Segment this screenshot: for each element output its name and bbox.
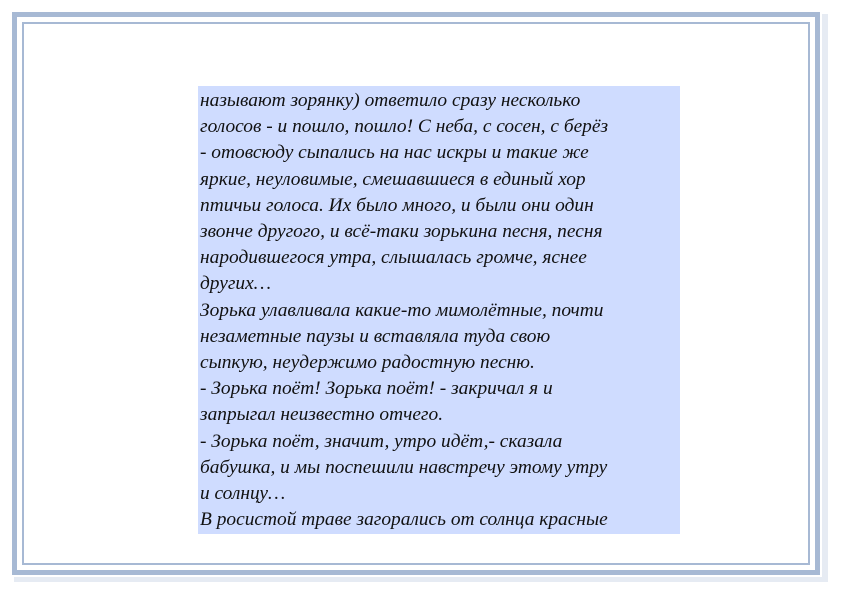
text-line: звонче другого, и всё-таки зорькина песня, песня <box>200 221 603 243</box>
story-text-block <box>198 86 680 534</box>
text-line: других… <box>200 273 271 295</box>
text-line: В росистой траве загорались от солнца красные <box>200 509 608 531</box>
text-line: называют зорянку) ответило сразу несколько <box>200 90 581 111</box>
text-line: народившегося утра, слышалась громче, яснее <box>200 247 587 269</box>
frame-shadow-right <box>822 14 828 580</box>
text-line: сыпкую, неудержимо радостную песню. <box>200 352 535 374</box>
text-line: запрыгал неизвестно отчего. <box>200 404 444 426</box>
text-line: незаметные паузы и вставляла туда свою <box>200 325 551 347</box>
text-line: - Зорька поёт! Зорька поёт! - закричал я и <box>200 378 553 400</box>
text-line: - отовсюду сыпались на нас искры и такие же <box>200 142 589 164</box>
text-line: - Зорька поёт, значит, утро идёт,- сказала <box>200 430 563 452</box>
text-line: бабушка, и мы поспешили навстречу этому утру <box>200 456 608 478</box>
text-line: голосов - и пошло, пошло! С неба, с сосен, с берёз <box>200 116 609 138</box>
text-line: Зорька улавливала какие-то мимолётные, почти <box>200 299 604 321</box>
frame-shadow-bottom <box>14 577 828 582</box>
text-line: птичьи голоса. Их было много, и были они один <box>200 194 594 216</box>
text-line: и солнцу… <box>200 483 286 505</box>
text-line: яркие, неуловимые, смешавшиеся в единый хор <box>200 168 586 190</box>
